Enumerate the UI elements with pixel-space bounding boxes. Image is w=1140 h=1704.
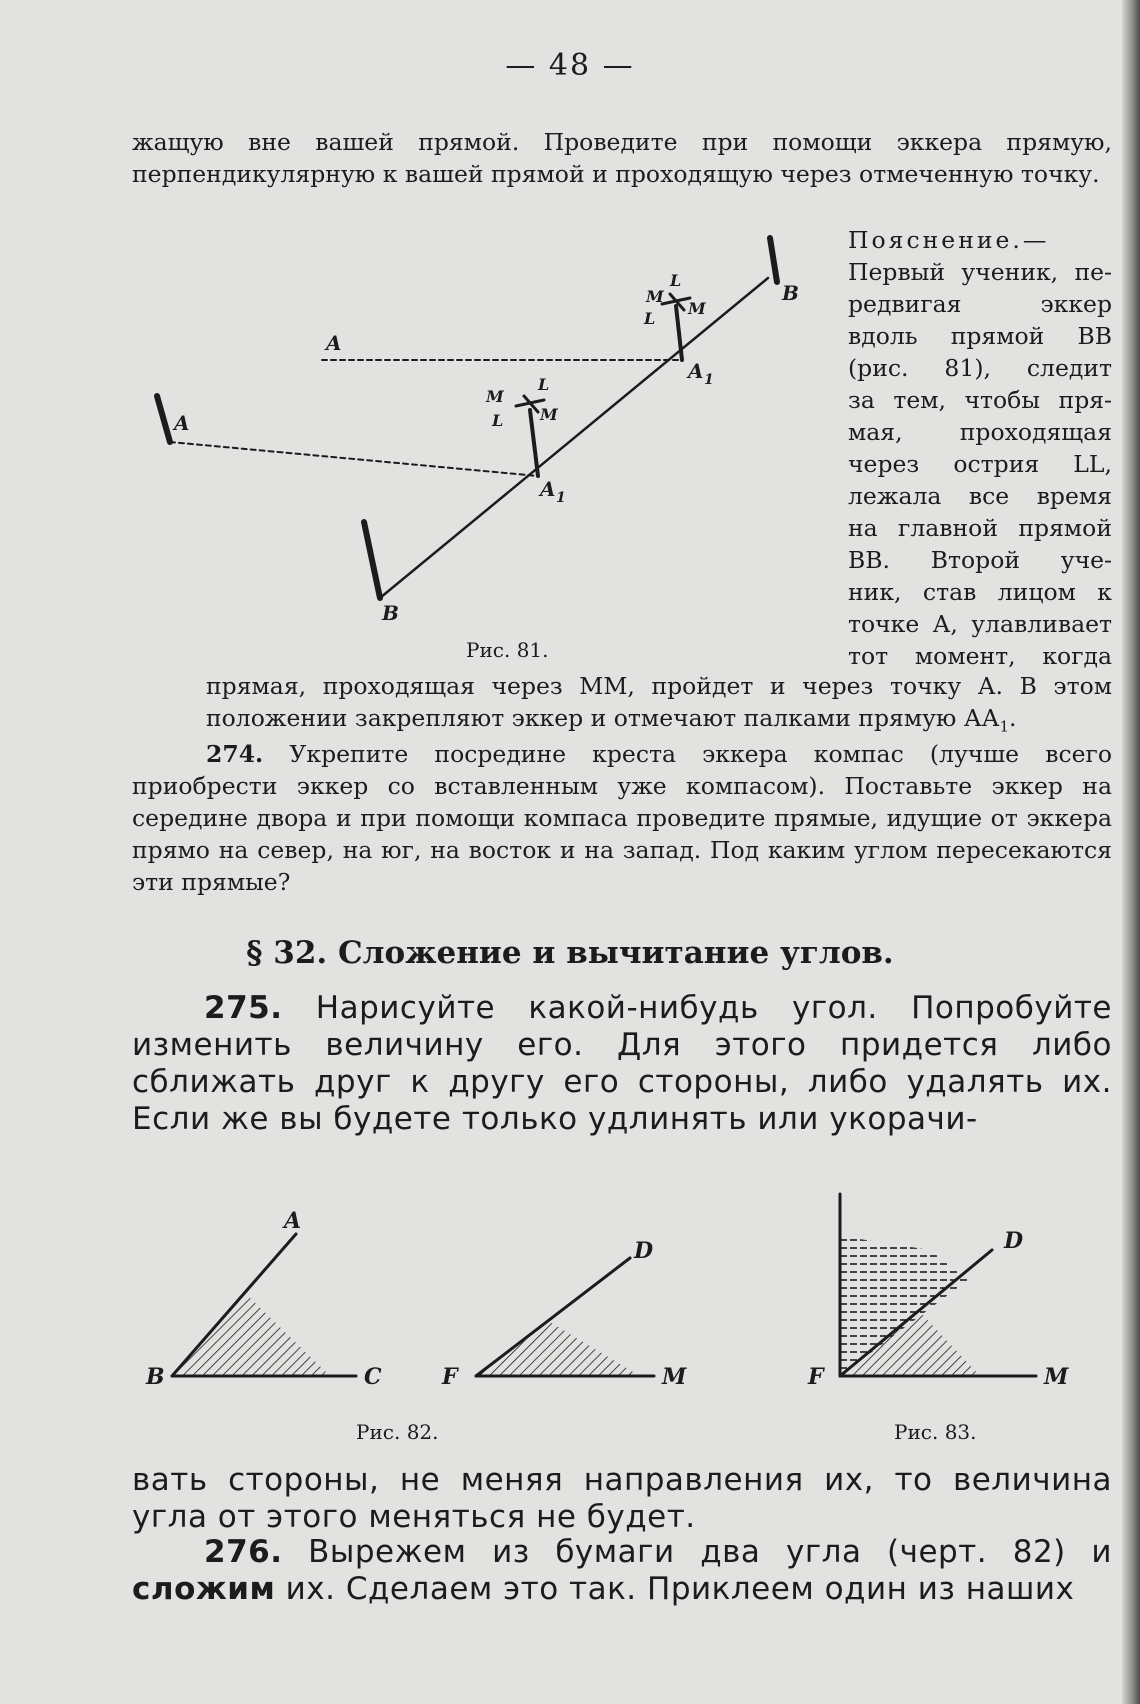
- label-A1-low-sub: 1: [556, 490, 566, 506]
- continuation-sub: 1: [999, 717, 1010, 736]
- exercise-276-number: 276.: [204, 1534, 283, 1570]
- top-paragraph: жащую вне вашей прямой. Проведите при помощи эккера прямую, перпендикулярную к вашей прямой и проходящую через отмеченную точку.: [132, 128, 1112, 188]
- continuation-text: прямая, проходящая через ММ, пройдет и через точку А. В этом положении закрепляют эккер и отмечают палками прямую АА: [206, 672, 1112, 732]
- stake-A-left: [157, 396, 170, 442]
- side-note-line: редвигая эккер: [848, 290, 1112, 318]
- label-L1b: L: [644, 309, 656, 328]
- fig81-caption: Рис. 81.: [466, 638, 549, 662]
- label-B-top: B: [782, 281, 799, 305]
- top-paragraph-block: [132, 126, 1112, 190]
- label-A-top: A: [326, 331, 342, 355]
- fig82-label-M: M: [662, 1364, 687, 1390]
- exercise-276: [132, 1534, 1112, 1608]
- angle-DFM-shading: [476, 1322, 640, 1376]
- fig82-label-C: C: [364, 1364, 382, 1390]
- side-note-line: вдоль прямой ВВ: [848, 322, 1112, 350]
- label-L1: L: [670, 271, 682, 290]
- side-note-line: за тем, чтобы пря-: [848, 386, 1112, 414]
- label-L2b: L: [492, 411, 504, 430]
- side-note-line: ник, став лицом к: [848, 578, 1112, 606]
- label-A1-top-sub: 1: [704, 372, 714, 388]
- side-note-line: лежала все время: [848, 482, 1112, 510]
- side-note-line: через острия LL,: [848, 450, 1112, 478]
- exercise-276-text-a: Вырежем из бумаги два угла (черт. 82) и: [308, 1534, 1113, 1570]
- fig82-caption: Рис. 82.: [356, 1420, 439, 1444]
- figure-82: [140, 1200, 700, 1400]
- side-note-line: точке А, улавливает: [848, 610, 1112, 638]
- side-note-line: тот момент, когда: [848, 642, 1112, 670]
- side-note: [848, 224, 1112, 672]
- label-A-left: A: [174, 411, 190, 435]
- stake-B-bottom: [364, 522, 380, 598]
- fig82-label-B: B: [146, 1364, 165, 1390]
- side-note-line: (рис. 81), следит: [848, 354, 1112, 382]
- exercise-275-cont-block: [132, 1462, 1112, 1536]
- fig82-label-D: D: [634, 1238, 654, 1264]
- side-note-line: ВВ. Второй уче-: [848, 546, 1112, 574]
- side-note-line: Первый ученик, пе-: [848, 258, 1112, 286]
- line-BB: [380, 278, 768, 598]
- label-L2: L: [538, 375, 550, 394]
- continuation-block: [206, 670, 1112, 743]
- exercise-276-bold-word: сложим: [132, 1571, 276, 1607]
- angle-ABC-shading: [172, 1292, 330, 1376]
- exercise-275-text: Нарисуйте какой-нибудь угол. Попробуйте изменить величину его. Для этого придется либо сближать друг к другу его стороны, либо удалять их. Если же вы будете только удлинять или укорачи-: [132, 990, 1112, 1137]
- fig82-label-A: A: [284, 1208, 302, 1234]
- exercise-275-number: 275.: [204, 990, 283, 1026]
- exercise-274-block: [132, 738, 1112, 898]
- exercise-274-text: Укрепите посредине креста эккера компас (лучше всего приобрести эккер со вставленным уже компасом). Поставьте эккер на середине двора и при помощи компаса проведите прямые, идущие от эккера прямо на север, на юг, на восток и на запад. Под каким углом пересекаются эти прямые?: [132, 740, 1112, 896]
- page-number: — 48 —: [505, 48, 635, 83]
- label-M2b: M: [540, 405, 558, 424]
- exercise-276-text-b: их. Сделаем это так. Приклеем один из наших: [285, 1571, 1075, 1607]
- fig83-label-F: F: [808, 1364, 824, 1390]
- figure-81: [140, 220, 840, 660]
- exercise-275-block: [132, 990, 1112, 1138]
- label-M1b: M: [688, 299, 706, 318]
- dashed-line-lower: [170, 442, 538, 476]
- fig83-label-D: D: [1004, 1228, 1024, 1254]
- label-A1-top: A: [688, 359, 704, 383]
- label-A1-low: A: [540, 477, 556, 501]
- fig83-label-M: M: [1044, 1364, 1069, 1390]
- stake-B-top: [770, 238, 777, 282]
- continuation-paragraph: [206, 670, 1112, 743]
- fig83-caption: Рис. 83.: [894, 1420, 977, 1444]
- page-edge-shadow: [1122, 0, 1140, 1704]
- exercise-274: [132, 738, 1112, 898]
- exercise-274-number: 274.: [206, 740, 264, 768]
- fig82-label-F: F: [442, 1364, 458, 1390]
- label-B-bottom: B: [382, 601, 399, 625]
- continuation-end: .: [1009, 704, 1017, 732]
- side-note-line: на главной прямой: [848, 514, 1112, 542]
- ekker-lower-pole: [530, 410, 538, 476]
- exercise-275-continuation: вать стороны, не меняя направления их, то величина угла от этого меняться не будет.: [132, 1462, 1112, 1535]
- section-heading: § 32. Сложение и вычитание углов.: [246, 935, 894, 971]
- label-M1: M: [646, 287, 664, 306]
- exercise-275: [132, 990, 1112, 1138]
- figure-83: [800, 1190, 1100, 1400]
- side-note-line: Пояснение.—: [848, 226, 1050, 254]
- exercise-276-block: [132, 1534, 1112, 1608]
- side-note-line: мая, проходящая: [848, 418, 1112, 446]
- label-M2: M: [486, 387, 504, 406]
